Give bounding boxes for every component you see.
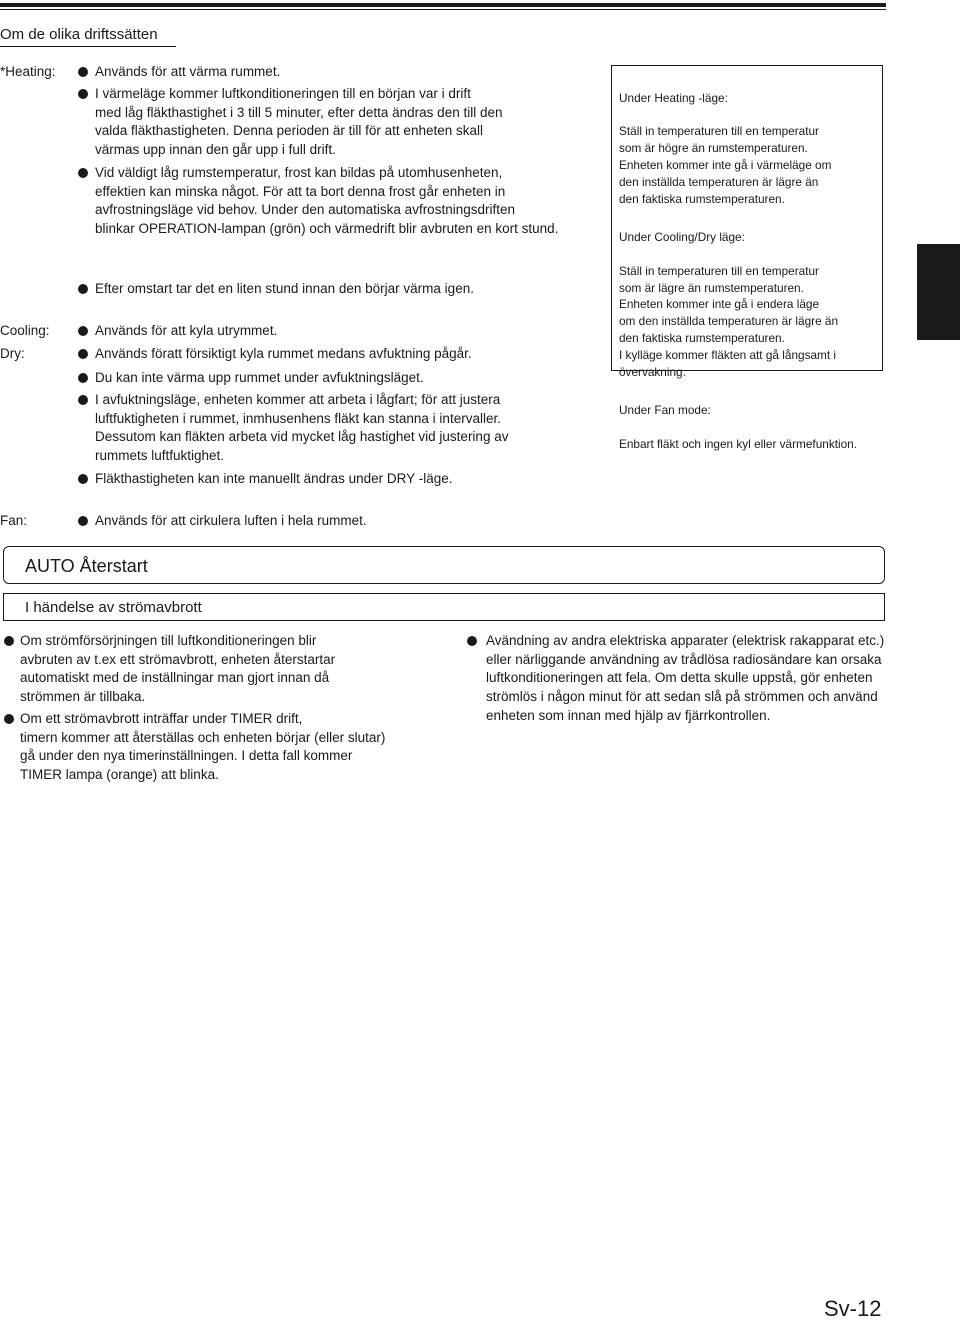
bullet-icon <box>467 636 477 646</box>
note-heating-title: Under Heating -läge: <box>619 90 728 105</box>
note-cooldry-title: Under Cooling/Dry läge: <box>619 230 745 245</box>
page-number: Sv-12 <box>824 1296 882 1321</box>
bullet-icon <box>78 326 88 336</box>
chapter-tab <box>917 244 960 340</box>
auto-restart-banner <box>3 546 885 584</box>
note-heating-body: Ställ in temperaturen till en temperatur som är högre än rumstemperaturen. Enheten kommer inte gå i värmeläge om den inställda temperaturen är lägre än den faktiska rumstemperaturen. <box>619 124 832 206</box>
heating-item-3: Vid väldigt låg rumstemperatur, frost kan bildas på utomhusenheten, effektien kan minska något. För att ta bort denna frost går enheten in avfrostningsläge vid behov. Under den automatiska avfrostningsdriften blinkar OPERATION-lampan (grön) och värmedrift blir avbruten en kort stund. <box>95 164 558 238</box>
power-outage-subtitle: I händelse av strömavbrott <box>25 599 202 616</box>
auto-restart-item-3: Avändning av andra elektriska apparater (elektrisk rakapparat etc.) eller närliggande användning av trådlösa radiosändare kan orsaka luftkonditioneringen att fela. Om detta skulle uppstå, gör enheten strömlös i någon minut för att sedan slå på strömmen och använd enheten som innan med hjälp av fjärrkontrollen. <box>486 632 884 726</box>
bullet-icon <box>4 714 14 724</box>
bullet-icon <box>78 349 88 359</box>
heating-item-2: I värmeläge kommer luftkonditioneringen till en början var i drift med låg fläkthastighet i 3 till 5 minuter, efter detta ändras den till den valda fläkthastigheten. Denna perioden är till för att enheten skall värmas upp innan den går upp i full drift. <box>95 85 503 159</box>
bullet-icon <box>78 67 88 77</box>
bullet-icon <box>78 474 88 484</box>
bullet-icon <box>4 636 14 646</box>
header-rule-thin <box>0 9 886 10</box>
note-box <box>611 65 883 451</box>
bullet-icon <box>78 284 88 294</box>
bullet-icon <box>78 395 88 405</box>
fan-label: Fan: <box>0 513 28 528</box>
heating-item-1: Används för att värma rummet. <box>95 63 280 82</box>
note-fan-body: Enbart fläkt och ingen kyl eller värmefunktion. <box>619 436 858 451</box>
section-title: Om de olika driftssätten <box>0 26 176 47</box>
bullet-icon <box>78 373 88 383</box>
dry-item-2: Du kan inte värma upp rummet under avfuktningsläget. <box>95 369 424 388</box>
note-cooldry-body: Ställ in temperaturen till en temperatur som är lägre än rumstemperaturen. Enheten kommer inte gå i endera läge om den inställda temperaturen är lägre än den faktiska rumstemperaturen. I kylläge kommer fläkten att gå långsamt i övervakning. <box>619 263 839 379</box>
auto-restart-item-2: Om ett strömavbrott inträffar under TIMER drift, timern kommer att återställas och enheten börjar (eller slutar) gå under den nya timerinställningen. I detta fall kommer TIMER lampa (orange) att blinka. <box>20 710 385 785</box>
bullet-icon <box>78 516 88 526</box>
dry-item-3: I avfuktningsläge, enheten kommer att arbeta i lågfart; för att justera luftfuktigheten i rummet, inmhusenhens fläkt kan stanna i intervaller. Dessutom kan fläkten arbeta vid mycket låg hastighet vid justering av rummets luftfuktighet. <box>95 391 508 465</box>
dry-item-1: Används föratt försiktigt kyla rummet medans avfuktning pågår. <box>95 345 472 364</box>
bullet-icon <box>78 168 88 178</box>
bullet-icon <box>78 89 88 99</box>
heating-label: *Heating: <box>0 64 56 79</box>
heating-item-4: Efter omstart tar det en liten stund innan den börjar värma igen. <box>95 280 474 299</box>
dry-item-4: Fläkthastigheten kan inte manuellt ändras under DRY -läge. <box>95 470 452 489</box>
dry-label: Dry: <box>0 346 25 361</box>
auto-restart-item-1: Om strömförsörjningen till luftkonditioneringen blir avbruten av t.ex ett strömavbrott, enheten återstartar automatiskt med de inställningar man gjort innan då strömmen är tillbaka. <box>20 632 335 707</box>
auto-restart-title: AUTO Återstart <box>25 556 148 576</box>
fan-item-1: Används för att cirkulera luften i hela rummet. <box>95 512 367 531</box>
note-fan-title: Under Fan mode: <box>619 403 711 418</box>
cooling-label: Cooling: <box>0 323 50 338</box>
cooling-item-1: Används för att kyla utrymmet. <box>95 322 277 341</box>
header-rule <box>0 3 886 7</box>
power-outage-banner <box>3 593 885 621</box>
